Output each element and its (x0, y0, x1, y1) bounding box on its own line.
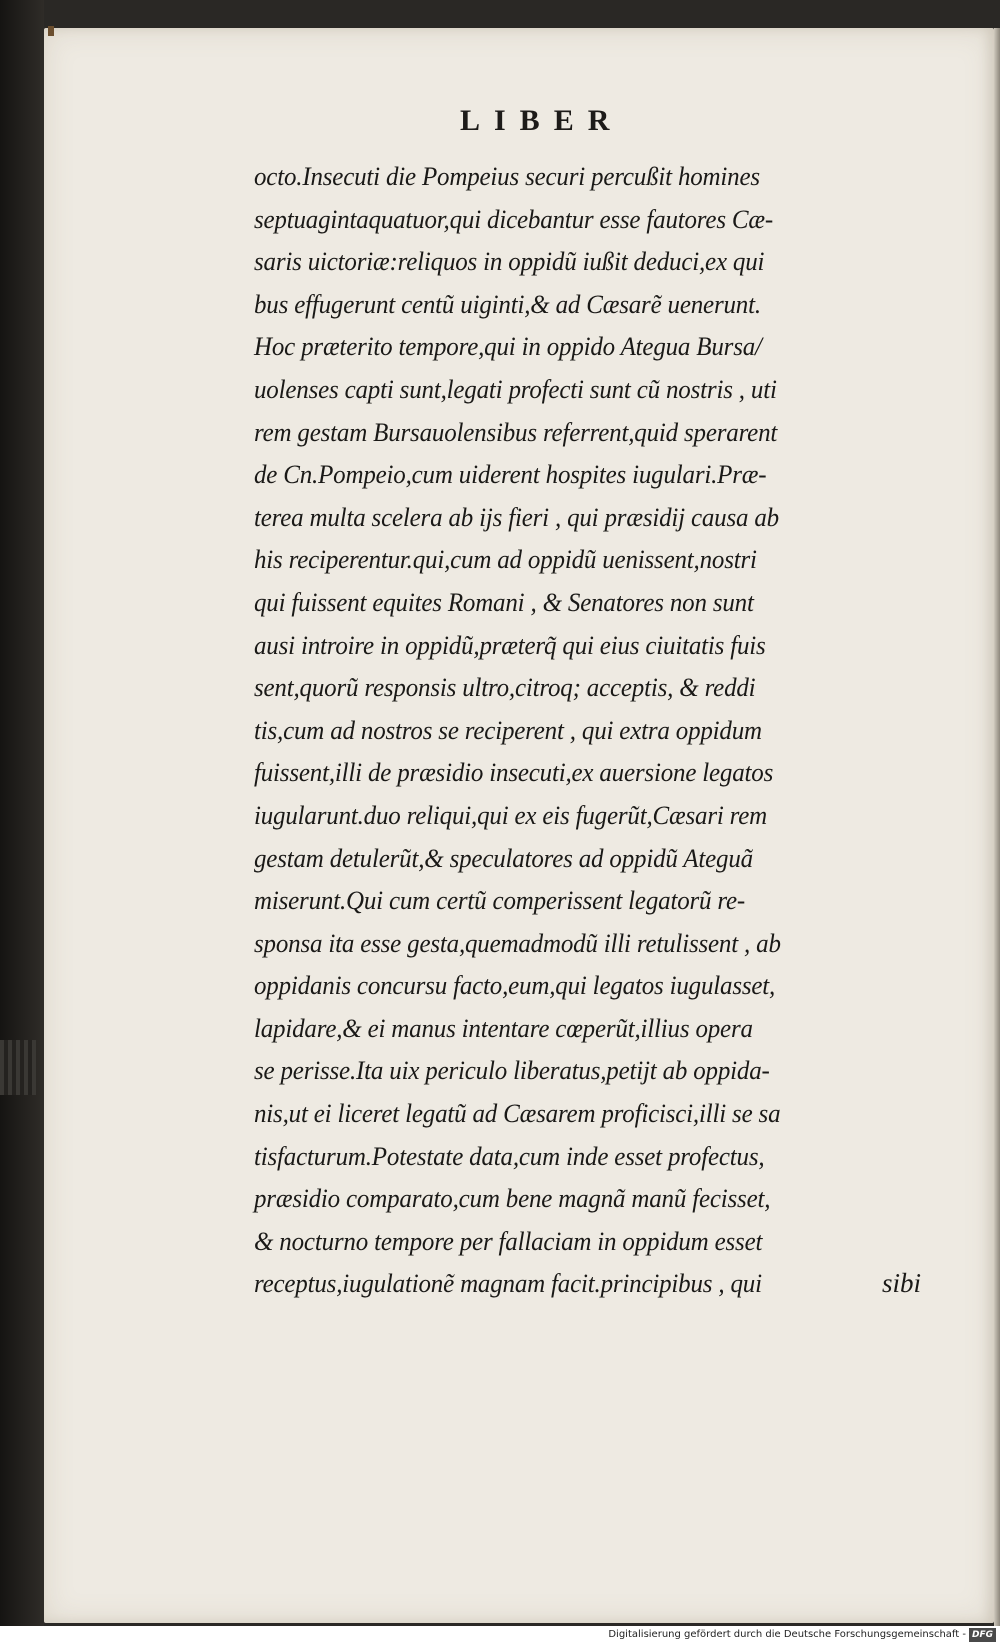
text-line: his reciperentur.qui,cum ad oppidũ uenissent,nostri (254, 544, 757, 575)
text-line: sponsa ita esse gesta,quemadmodũ illi retulissent , ab (254, 927, 781, 958)
footer-credit: Digitalisierung gefördert durch die Deutsche Forschungsgemeinschaft - (608, 1629, 966, 1640)
text-line: iugularunt.duo reliqui,qui ex eis fugerũt,Cæsari rem (254, 799, 768, 830)
text-line: miserunt.Qui cum certũ comperissent legatorũ re- (254, 885, 746, 916)
text-line: & nocturno tempore per fallaciam in oppidum esset (254, 1225, 763, 1256)
text-line: se perisse.Ita uix periculo liberatus,petijt ab oppida- (254, 1055, 770, 1086)
text-line: saris uictoriæ:reliquos in oppidũ iußit deduci,ex qui (254, 246, 765, 277)
text-line: de Cn.Pompeio,cum uiderent hospites iugulari.Præ- (254, 459, 767, 490)
text-line: tisfacturum.Potestate data,cum inde esset profectus, (254, 1140, 765, 1171)
page-edge (994, 28, 1000, 1628)
text-line: præsidio comparato,cum bene magnã manũ fecisset, (254, 1183, 771, 1214)
binding-shadow (0, 0, 44, 1645)
text-line: ausi introire in oppidũ,præterq̃ qui eius ciuitatis fuis (254, 629, 766, 660)
text-line: rem gestam Bursauolensibus referrent,quid sperarent (254, 416, 778, 447)
text-line: receptus,iugulationẽ magnam facit.principibus , qui (254, 1268, 762, 1299)
text-line: uolenses capti sunt,legati profecti sunt cũ nostris , uti (254, 373, 777, 404)
corner-mark (48, 26, 54, 36)
text-line: octo.Insecuti die Pompeius securi percußit homines (254, 161, 760, 191)
text-line: tis,cum ad nostros se reciperent , qui extra oppidum (254, 714, 762, 745)
text-line: lapidare,& ei manus intentare cœperũt,illius opera (254, 1012, 753, 1043)
text-line: fuissent,illi de præsidio insecuti,ex auersione legatos (254, 757, 774, 788)
body-text (254, 155, 954, 1305)
text-line: qui fuissent equites Romani , & Senatores non sunt (254, 586, 754, 617)
text-line: oppidanis concursu facto,eum,qui legatos iugulasset, (254, 970, 776, 1001)
text-line: Hoc præterito tempore,qui in oppido Ategua Bursa/ (254, 331, 762, 362)
text-line: septuagintaquatuor,qui dicebantur esse fautores Cæ- (254, 203, 774, 234)
binding-texture (0, 1040, 36, 1095)
text-line: nis,ut ei liceret legatũ ad Cæsarem proficisci,illi se sa (254, 1098, 781, 1129)
catchword: sibi (882, 1268, 922, 1298)
text-line: gestam detulerũt,& speculatores ad oppidũ Ateguã (254, 842, 753, 873)
dfg-logo: DFG (969, 1628, 996, 1642)
text-line: bus effugerunt centũ uiginti,& ad Cæsarẽ uenerunt. (254, 288, 761, 319)
text-line: sent,quorũ responsis ultro,citroq; acceptis, & reddi (254, 672, 756, 703)
running-head: LIBER (460, 104, 624, 137)
text-line: terea multa scelera ab ijs fieri , qui præsidij causa ab (254, 501, 779, 532)
